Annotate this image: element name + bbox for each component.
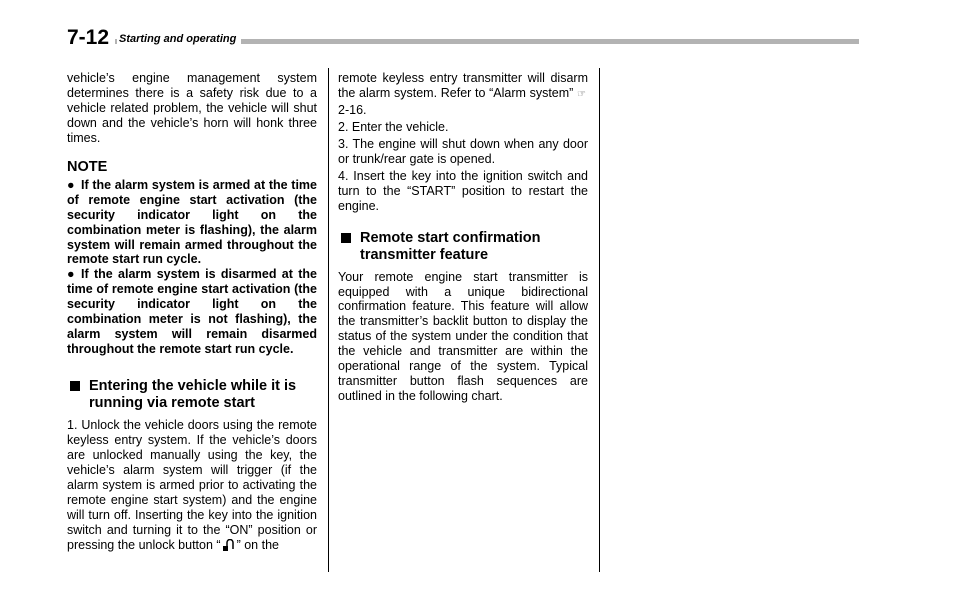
step-1 <box>67 418 317 553</box>
note-item-2 <box>67 267 317 357</box>
section-heading-entering <box>67 378 317 412</box>
column-divider-right <box>599 68 600 572</box>
section-heading-text: Remote start confirmation transmitter feature <box>360 229 541 263</box>
bullet-icon: ● <box>67 267 75 282</box>
section-heading-text: Entering the vehicle while it is running via remote start <box>89 378 297 412</box>
step-2: 2. Enter the vehicle. <box>338 119 449 134</box>
section-heading-confirmation <box>338 230 588 264</box>
intro-paragraph: vehicle’s engine management system determines there is a safety risk due to a vehicle related problem, the vehicle will shut down and the vehicle’s horn will honk three times. <box>67 71 317 145</box>
continued-paragraph <box>338 71 588 118</box>
note-item-text: If the alarm system is armed at the time of remote engine start activation (the security indicator light on the combination meter is flashing), the alarm system will remain armed throughout the remote start run cycle. <box>67 177 317 267</box>
confirmation-paragraph: Your remote engine start transmitter is equipped with a unique bidirectional confirmation feature. This feature will allow the transmitter’s backlit button to display the status of the system under the condition that the vehicle and transmitter are within the operational range of the system. Typical transmitter button flash sequences are outlined in the following chart. <box>338 269 588 404</box>
step-1-tail: ” on the <box>236 537 279 552</box>
square-bullet-icon <box>70 381 80 391</box>
column-left <box>67 71 317 553</box>
page-ref-icon: ☞ <box>577 88 586 100</box>
section-title: Starting and operating <box>117 32 241 46</box>
column-divider-left <box>328 68 329 572</box>
column-middle <box>338 71 588 404</box>
step-1-text: 1. Unlock the vehicle doors using the remote keyless entry system. If the vehicle’s doors are unlocked manually using the key, the vehicle’s alarm system will trigger (if the alarm system is armed prior to activating the remote engine start system) and the engine will turn off. Inserting the key into the ignition switch and turning it to the “ON” position or pressing the unlock button “ <box>67 418 317 552</box>
page-ref: 2-16. <box>338 102 367 117</box>
note-item-1 <box>67 178 317 268</box>
note-item-text: If the alarm system is disarmed at the time of remote engine start activation (the security indicator light on the combination meter is not flashing), the alarm system will remain disarmed throughout the remote start run cycle. <box>67 267 317 357</box>
bullet-icon: ● <box>67 177 75 192</box>
step-4: 4. Insert the key into the ignition switch and turn to the “START” position to restart the engine. <box>338 168 588 213</box>
page-number: 7-12 <box>67 26 115 50</box>
step-3: 3. The engine will shut down when any door or trunk/rear gate is opened. <box>338 136 588 166</box>
unlock-icon <box>221 539 237 551</box>
note-heading: NOTE <box>67 158 108 175</box>
continued-text: remote keyless entry transmitter will disarm the alarm system. Refer to “Alarm system” <box>338 71 588 100</box>
square-bullet-icon <box>341 233 351 243</box>
page-header <box>67 26 859 50</box>
